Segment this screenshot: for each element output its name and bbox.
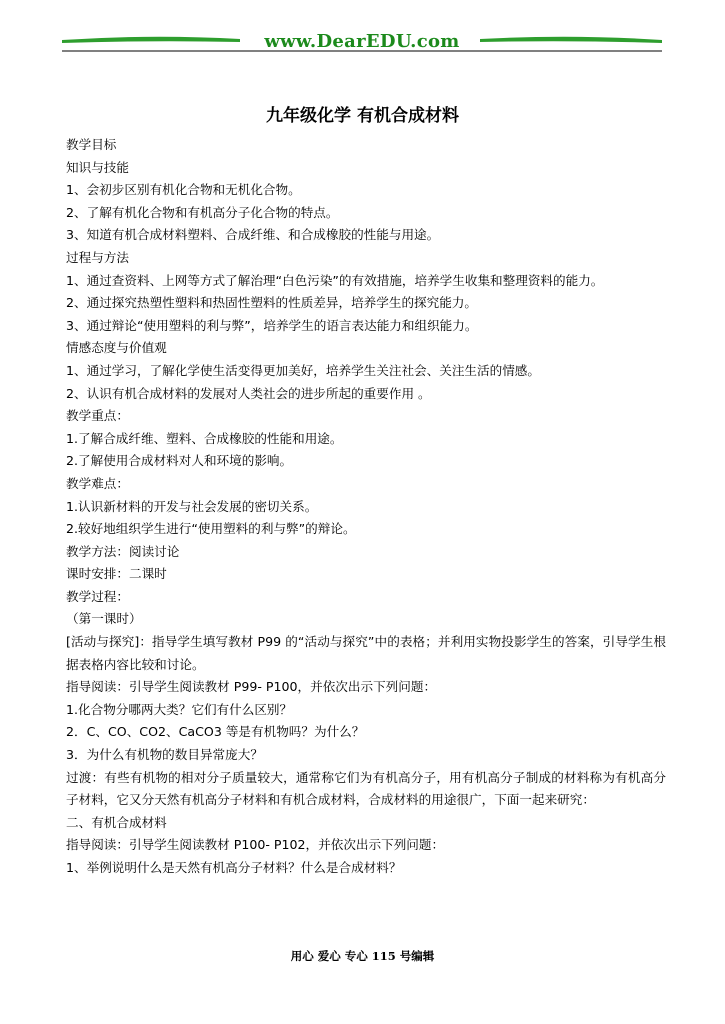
list-item: 1、通过学习，了解化学使生活变得更加美好，培养学生关注社会、关注生活的情感。: [66, 362, 540, 378]
question-item: 2．C、CO、CO2、CaCO3 等是有机物吗？为什么？: [66, 724, 365, 740]
site-url[interactable]: www.DearEDU.com: [264, 31, 460, 52]
class-schedule: 课时安排：二课时: [66, 566, 167, 582]
list-item: 2、了解有机化合物和有机高分子化合物的特点。: [66, 204, 339, 220]
page-footer: 用心 爱心 专心 115 号编辑: [290, 949, 435, 963]
section-heading-key-points: 教学重点：: [66, 408, 129, 424]
subheading-knowledge-skills: 知识与技能: [66, 159, 129, 175]
list-item: 2.较好地组织学生进行“使用塑料的利与弊”的辩论。: [66, 521, 356, 537]
document-title: 九年级化学 有机合成材料: [266, 106, 459, 126]
paragraph: 过渡：有些有机物的相对分子质量较大，通常称它们为有机高分子，用有机高分子制成的材料称为有机高分子材料，它又分天然有机高分子材料和有机合成材料，合成材料的用途很广，下面一起来研究：: [66, 769, 666, 808]
list-item: 3、通过辩论“使用塑料的利与弊”，培养学生的语言表达能力和组织能力。: [66, 317, 478, 333]
question-item: 1.化合物分哪两大类？它们有什么区别？: [66, 701, 293, 717]
list-item: 2、认识有机合成材料的发展对人类社会的进步所起的重要作用 。: [66, 385, 431, 401]
paragraph: 指导阅读：引导学生阅读教材 P100- P102，并依次出示下列问题：: [66, 837, 445, 853]
section-heading-process: 教学过程：: [66, 588, 129, 604]
section-heading-organic-materials: 二、有机合成材料: [66, 814, 167, 830]
document-body: [66, 134, 666, 880]
list-item: 1.认识新材料的开发与社会发展的密切关系。: [66, 498, 318, 514]
list-item: 3、知道有机合成材料塑料、合成纤维、和合成橡胶的性能与用途。: [66, 227, 440, 243]
paragraph: [活动与探究]：指导学生填写教材 P99 的“活动与探究”中的表格；并利用实物投影学生的答案，引导学生根据表格内容比较和讨论。: [66, 634, 666, 672]
paragraph: 指导阅读：引导学生阅读教材 P99- P100，并依次出示下列问题：: [66, 679, 437, 695]
question-item: 1、举例说明什么是天然有机高分子材料？什么是合成材料？: [66, 860, 402, 875]
section-heading-objectives: 教学目标: [66, 137, 117, 152]
section-heading-difficulties: 教学难点：: [66, 475, 129, 491]
question-item: 3．为什么有机物的数目异常庞大？: [66, 747, 263, 763]
list-item: 1、通过查资料、上网等方式了解治理“白色污染”的有效措施，培养学生收集和整理资料的能力。: [66, 272, 604, 288]
list-item: 1、会初步区别有机化合物和无机化合物。: [66, 182, 301, 198]
teaching-method: 教学方法：阅读讨论: [66, 543, 180, 559]
lesson-label: （第一课时）: [66, 611, 142, 627]
subheading-process-methods: 过程与方法: [66, 249, 129, 265]
list-item: 2、通过探究热塑性塑料和热固性塑料的性质差异，培养学生的探究能力。: [66, 295, 478, 311]
header-banner: [62, 28, 662, 58]
subheading-attitudes-values: 情感态度与价值观: [66, 340, 167, 356]
list-item: 1.了解合成纤维、塑料、合成橡胶的性能和用途。: [66, 430, 343, 446]
list-item: 2.了解使用合成材料对人和环境的影响。: [66, 453, 293, 469]
